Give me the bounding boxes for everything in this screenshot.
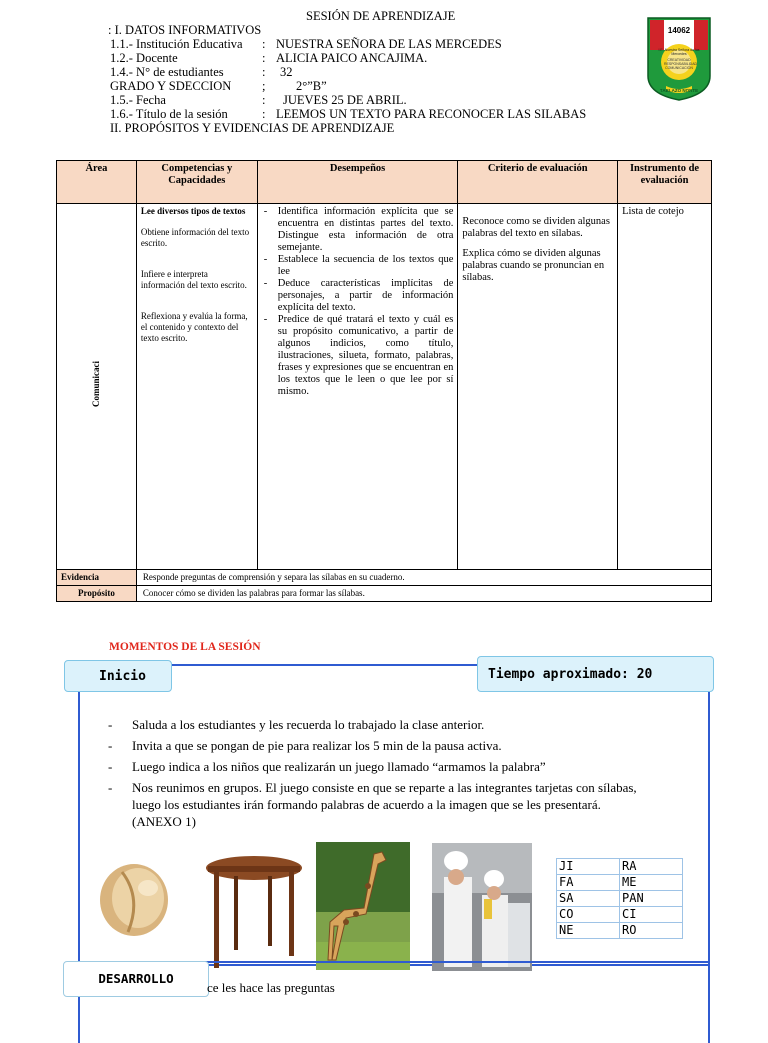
logo-motto: CREATIVIDAD RESPONSABILIDAD COMUNICACIÓN (664, 58, 698, 70)
page-title: SESIÓN DE APRENDIZAJE (306, 9, 456, 23)
desempeno-item: - Deduce características implícitas de personajes, a partir de información explícita del texto. (262, 278, 454, 314)
syllable-card: SA (557, 891, 620, 907)
header-value: 2°”B” (296, 79, 327, 93)
evidencia-value: Responde preguntas de comprensión y separa las sílabas en su cuaderno. (136, 570, 711, 586)
syllable-row (557, 859, 683, 875)
criterios-cell (458, 204, 618, 570)
header-label: 1.6.- Título de la sesión (110, 107, 228, 121)
header-separator: : (262, 65, 266, 79)
inicio-frame-top (172, 664, 478, 666)
instrumento-cell (618, 204, 712, 570)
syllable-card: FA (557, 875, 620, 891)
header-label: GRADO Y SDECCION (110, 79, 232, 93)
header-competencias: Competencias y Capacidades (136, 161, 257, 204)
table-header-row (57, 161, 712, 204)
header-value: LEEMOS UN TEXTO PARA RECONOCER LAS SILABAS (276, 107, 587, 121)
header-instrumento: Instrumento de evaluación (618, 161, 712, 204)
header-separator: : (262, 37, 266, 51)
capacidad-item: Infiere e interpreta información del texto escrito. (140, 269, 247, 290)
proposito-label: Propósito (57, 586, 137, 602)
header-separator: : (262, 51, 266, 65)
desempeno-item: - Identifica información explícita que se encuentra en distintas partes del texto. Distingue esta información de otra semejante. (262, 206, 454, 254)
header-label: : I. DATOS INFORMATIVOS (108, 23, 262, 37)
school-logo (646, 14, 712, 102)
desarrollo-text: ce les hace las preguntas (207, 980, 335, 995)
syllable-row (557, 907, 683, 923)
capacidad-item: Reflexiona y evalúa la forma, el contenido y contexto del texto escrito. (140, 311, 248, 343)
syllable-card: RO (620, 923, 683, 939)
inicio-bullet: - Luego indica a los niños que realizarán un juego llamado “armamos la palabra” (108, 758, 648, 775)
capacidad-item: Obtiene información del texto escrito. (140, 227, 250, 248)
syllable-card: CI (620, 907, 683, 923)
proposito-row (57, 586, 712, 602)
header-label: II. PROPÓSITOS Y EVIDENCIAS DE APRENDIZAJE (110, 121, 395, 135)
syllable-row (557, 891, 683, 907)
giraffe-image (316, 842, 410, 970)
syllable-row (557, 875, 683, 891)
chefs-image (432, 843, 532, 971)
evidencia-label: Evidencia (57, 570, 137, 586)
evidencia-row (57, 570, 712, 586)
table-image (204, 852, 304, 970)
capacidades-list (141, 227, 253, 344)
desempenos-cell (257, 204, 458, 570)
header-separator: : (262, 107, 266, 121)
syllable-row (557, 923, 683, 939)
header-value: JUEVES 25 DE ABRIL. (283, 93, 407, 107)
header-value: 32 (280, 65, 293, 79)
syllable-card: PAN (620, 891, 683, 907)
purposes-table (56, 160, 712, 602)
area-cell (57, 204, 137, 570)
syllable-cards-table (556, 858, 683, 939)
header-area: Área (57, 161, 137, 204)
desempenos-list (262, 206, 454, 398)
header-label: 1.1.- Institución Educativa (110, 37, 243, 51)
header-separator: ; (262, 79, 266, 93)
syllable-card: ME (620, 875, 683, 891)
header-label: 1.4.- N° de estudiantes (110, 65, 224, 79)
header-criterio: Criterio de evaluación (458, 161, 618, 204)
bread-image (98, 858, 170, 938)
logo-bottom-text: TABLAZO NORTE (659, 88, 699, 93)
instrumento-value: Lista de cotejo (622, 206, 684, 217)
syllable-card: NE (557, 923, 620, 939)
header-separator: : (262, 93, 266, 107)
desempeno-item: - Predice de qué tratará el texto y cuál es su propósito comunicativo, a partir de algunos indicios, como título, ilustraciones, silueta, formato, palabras, frases y expresiones que se encuentran en los textos que le leen o que lee por sí mismo. (262, 314, 454, 398)
criterio-item: Explica cómo se dividen algunas palabras cuando se pronuncian en sílabas. (462, 248, 605, 283)
table-row (57, 204, 712, 570)
momentos-title: MOMENTOS DE LA SESIÓN (109, 641, 261, 653)
area-label: Comunicaci (91, 361, 102, 407)
competencia-title: Lee diversos tipos de textos (140, 206, 246, 216)
header-desempenos: Desempeños (257, 161, 458, 204)
header-value: ALICIA PAICO ANCAJIMA. (276, 51, 428, 65)
desarrollo-tab: DESARROLLO (63, 961, 209, 997)
syllable-card: JI (557, 859, 620, 875)
inicio-bullets (108, 716, 648, 834)
proposito-value: Conocer cómo se dividen las palabras para formar las sílabas. (136, 586, 711, 602)
logo-number: 14062 (667, 26, 691, 35)
competencias-cell (136, 204, 257, 570)
criterio-item: Reconoce como se dividen algunas palabras del texto en sílabas. (462, 216, 610, 239)
header-label: 1.2.- Docente (110, 51, 178, 65)
desempeno-item: - Establece la secuencia de los textos que lee (262, 254, 454, 278)
inicio-bullet: - Invita a que se pongan de pie para realizar los 5 min de la pausa activa. (108, 737, 648, 754)
header-value: NUESTRA SEÑORA DE LAS MERCEDES (276, 37, 502, 51)
header-label: 1.5.- Fecha (110, 93, 166, 107)
tiempo-tab: Tiempo aproximado: 20 (477, 656, 714, 692)
inicio-tab: Inicio (64, 660, 172, 692)
inicio-bullet: - Nos reunimos en grupos. El juego consiste en que se reparte a las integrantes tarjetas con sílabas, luego los estudiantes irán formando palabras de acuerdo a la imagen que se les presentará. (ANEXO 1) (108, 779, 648, 830)
syllable-card: CO (557, 907, 620, 923)
syllable-card: RA (620, 859, 683, 875)
inicio-bullet: - Saluda a los estudiantes y les recuerda lo trabajado la clase anterior. (108, 716, 648, 733)
criterios-list (462, 216, 613, 284)
logo-arc-text: I.E. Nuestra Señora de las Mercedes (658, 48, 700, 56)
